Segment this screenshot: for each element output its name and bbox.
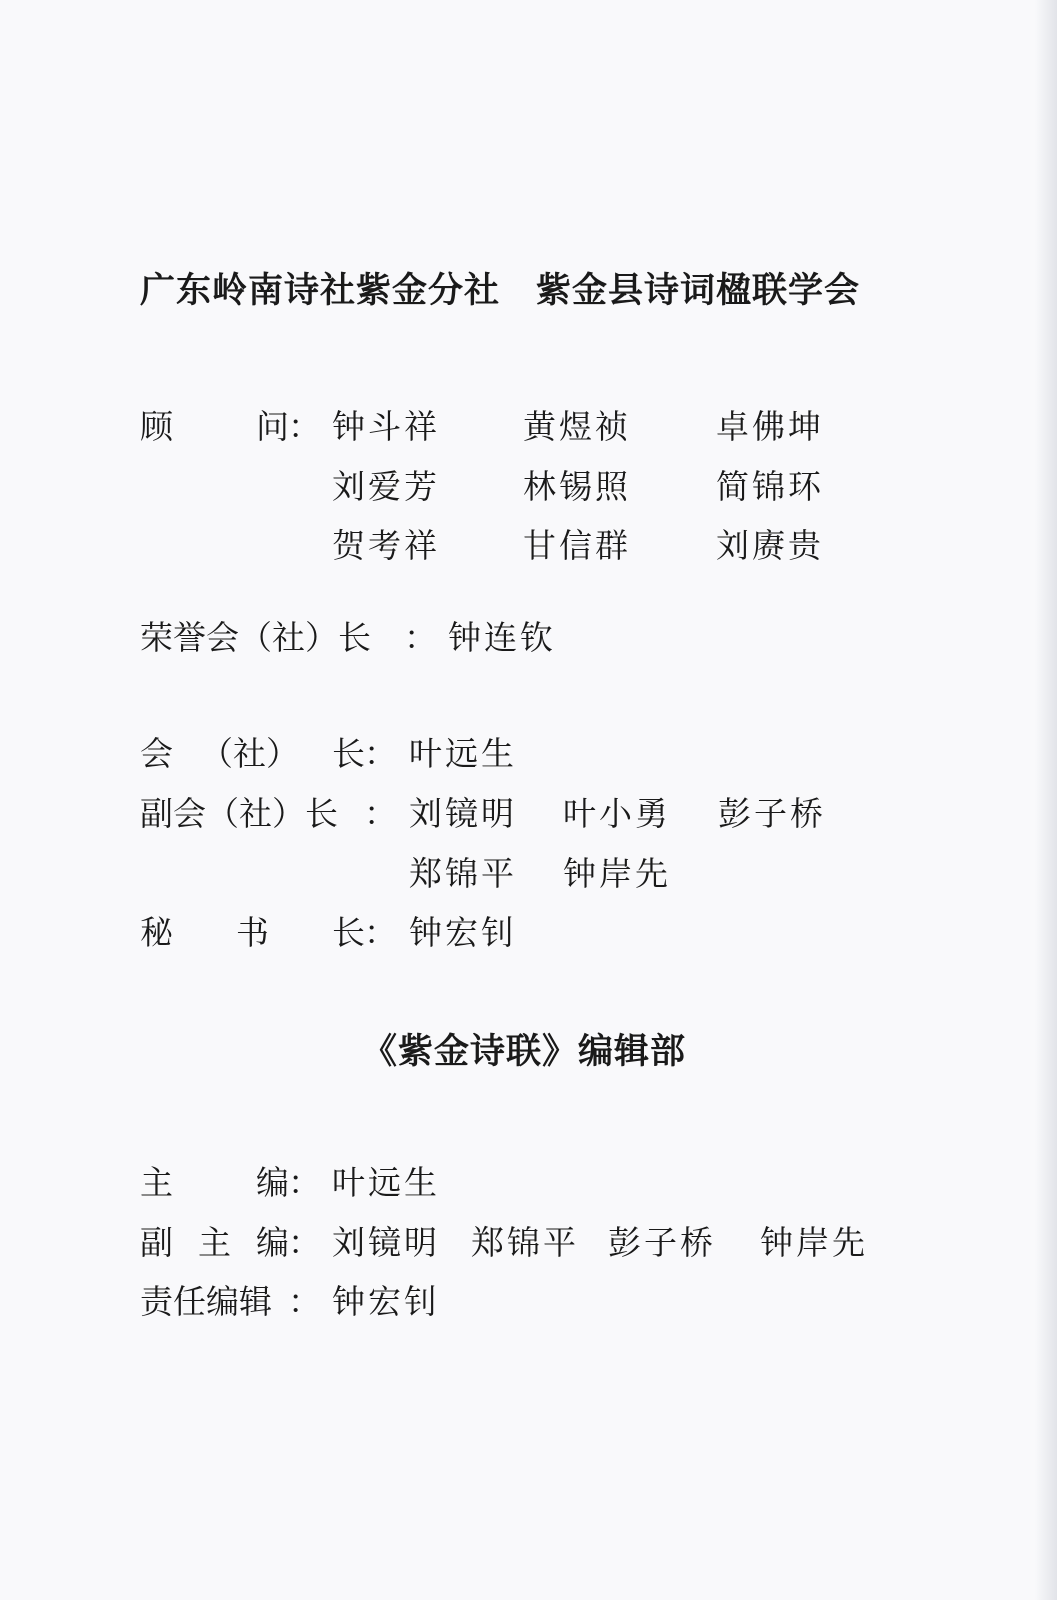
chief-editor-name: 叶远生	[332, 1163, 440, 1202]
colon: ：	[404, 618, 437, 657]
advisor-name: 简锦环	[716, 467, 824, 506]
deputy-editors-label-char: 副	[140, 1223, 173, 1262]
secretary-general-label-char: 秘	[140, 913, 173, 952]
president-label-char: （社）	[200, 734, 299, 773]
society-title: 广东岭南诗社紫金分社 紫金县诗词楹联学会	[140, 271, 861, 311]
advisor-name: 刘赓贵	[716, 526, 824, 565]
vice-president-name: 钟岸先	[563, 854, 671, 893]
vice-president-name: 郑锦平	[409, 854, 517, 893]
responsible-editor-label: 责任编辑	[140, 1282, 272, 1321]
advisor-name: 林锡照	[523, 467, 631, 506]
advisor-name: 钟斗祥	[332, 407, 440, 446]
colon: ：	[288, 1223, 321, 1262]
responsible-editor-name: 钟宏钊	[332, 1282, 440, 1321]
advisor-name: 黄煜祯	[523, 407, 631, 446]
secretary-general-label-char: 书	[236, 913, 269, 952]
deputy-editor-name: 郑锦平	[471, 1223, 579, 1262]
page-edge	[1035, 0, 1057, 1600]
honorary-president-label: 荣誉会（社）长	[140, 618, 371, 657]
colon: ：	[364, 794, 397, 833]
secretary-general-name: 钟宏钊	[409, 913, 517, 952]
president-label-char: 长	[332, 734, 365, 773]
deputy-editors-label-char: 主	[198, 1223, 231, 1262]
honorary-president-name: 钟连钦	[448, 618, 556, 657]
president-name: 叶远生	[409, 734, 517, 773]
chief-editor-label-char: 编	[256, 1163, 289, 1202]
colon: ：	[364, 913, 397, 952]
advisor-name: 甘信群	[523, 526, 631, 565]
advisors-label-char: 顾	[140, 407, 173, 446]
advisor-name: 卓佛坤	[716, 407, 824, 446]
advisor-name: 贺考祥	[332, 526, 440, 565]
president-label-char: 会	[140, 734, 173, 773]
secretary-general-label-char: 长	[332, 913, 365, 952]
colon: ：	[288, 1282, 321, 1321]
chief-editor-label-char: 主	[140, 1163, 173, 1202]
deputy-editor-name: 钟岸先	[760, 1223, 868, 1262]
deputy-editor-name: 彭子桥	[608, 1223, 716, 1262]
advisors-label-char: 问	[256, 407, 289, 446]
vice-presidents-label: 副会（社）长	[140, 794, 338, 833]
vice-president-name: 彭子桥	[718, 794, 826, 833]
colon: ：	[288, 1163, 321, 1202]
colon: ：	[364, 734, 397, 773]
deputy-editors-label-char: 编	[256, 1223, 289, 1262]
editorial-title: 《紫金诗联》编辑部	[362, 1032, 687, 1072]
advisor-name: 刘爱芳	[332, 467, 440, 506]
vice-president-name: 刘镜明	[409, 794, 517, 833]
vice-president-name: 叶小勇	[563, 794, 671, 833]
deputy-editor-name: 刘镜明	[332, 1223, 440, 1262]
colon: ：	[288, 407, 321, 446]
